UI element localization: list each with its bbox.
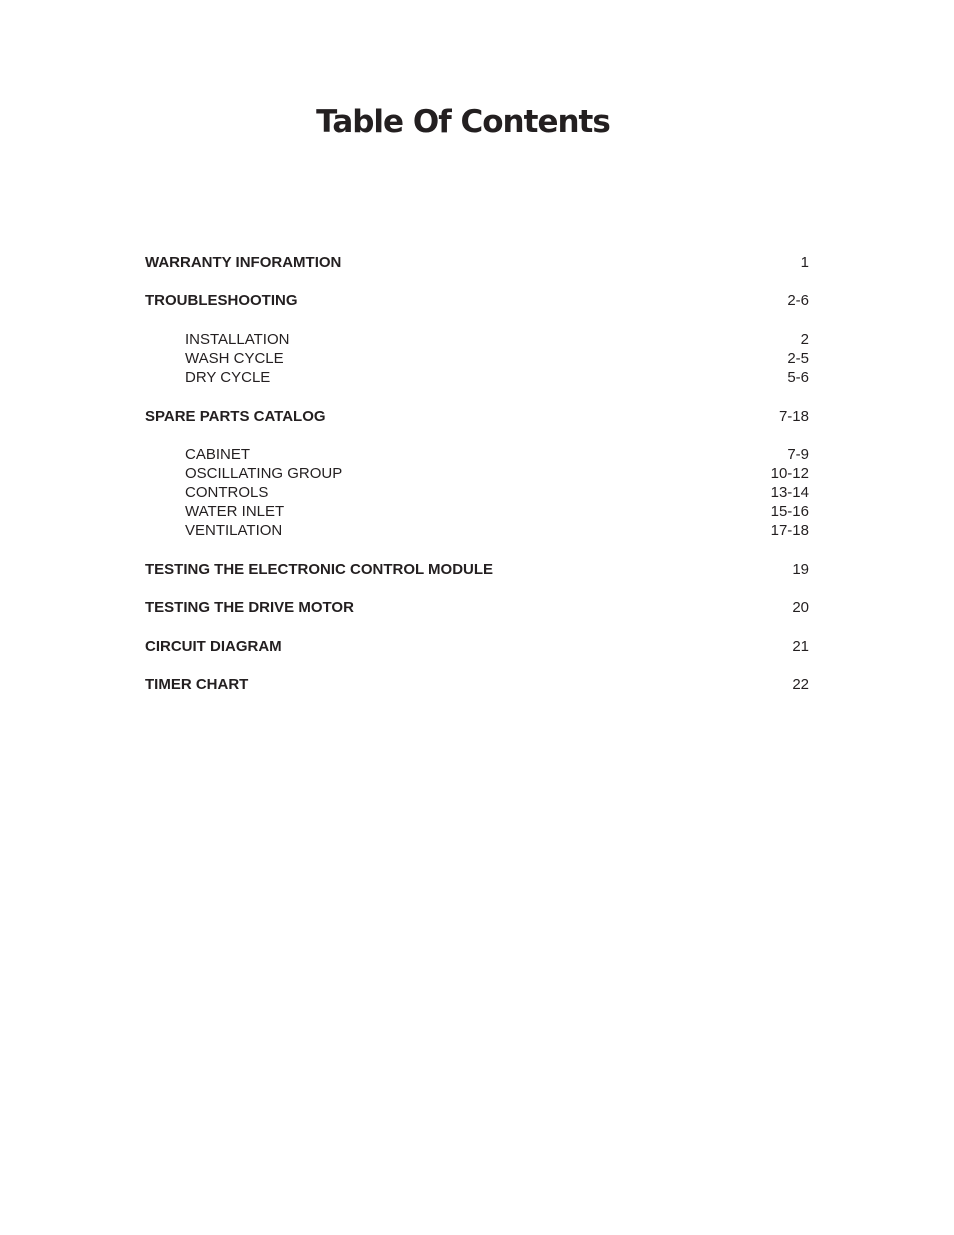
toc-entry-warranty[interactable] [145,253,809,272]
toc-subentry-dry-cycle[interactable] [145,368,809,387]
spacer [145,540,809,560]
spacer [145,617,809,637]
toc-entry-page: 22 [792,676,809,693]
toc-subentry-ventilation[interactable] [145,521,809,540]
spacer [145,387,809,407]
toc-entry-testing-control-module[interactable] [145,560,809,579]
toc-entry-testing-drive-motor[interactable] [145,598,809,617]
toc-subentry-cabinet[interactable] [145,445,809,464]
toc-subentry-oscillating-group[interactable] [145,464,809,483]
toc-entry-label: WASH CYCLE [185,350,284,367]
table-of-contents [145,253,809,694]
toc-entry-page: 2-6 [787,292,809,309]
toc-entry-label: INSTALLATION [185,331,290,348]
toc-subentry-controls[interactable] [145,483,809,502]
toc-entry-page: 1 [800,254,809,271]
toc-entry-troubleshooting[interactable] [145,291,809,310]
spacer [145,272,809,291]
toc-entry-label: CONTROLS [185,484,269,501]
toc-entry-label: CABINET [185,446,251,463]
toc-entry-timer-chart[interactable] [145,675,809,694]
toc-subentry-installation[interactable] [145,330,809,349]
page-title: Table Of Contents [316,104,610,140]
toc-entry-page: 7-9 [787,446,809,463]
toc-entry-page: 2-5 [787,350,809,367]
toc-subentry-wash-cycle[interactable] [145,349,809,368]
toc-entry-label: WARRANTY INFORAMTION [145,254,342,271]
toc-entry-label: DRY CYCLE [185,369,271,386]
spacer [145,310,809,330]
spacer [145,579,809,598]
toc-entry-page: 17-18 [770,522,809,539]
toc-entry-label: TESTING THE DRIVE MOTOR [145,599,354,616]
toc-entry-label: VENTILATION [185,522,283,539]
toc-entry-page: 20 [792,599,809,616]
toc-entry-page: 5-6 [787,369,809,386]
toc-entry-page: 2 [800,331,809,348]
toc-entry-label: SPARE PARTS CATALOG [145,408,326,425]
toc-entry-page: 7-18 [778,408,809,425]
spacer [145,656,809,675]
toc-entry-page: 21 [792,638,809,655]
toc-entry-page: 10-12 [770,465,809,482]
toc-entry-label: TESTING THE ELECTRONIC CONTROL MODULE [145,561,494,578]
spacer [145,426,809,445]
toc-entry-label: CIRCUIT DIAGRAM [145,638,282,655]
toc-entry-page: 13-14 [770,484,809,501]
toc-entry-label: WATER INLET [185,503,285,520]
toc-entry-spare-parts-catalog[interactable] [145,407,809,426]
toc-entry-page: 15-16 [770,503,809,520]
toc-entry-page: 19 [792,561,809,578]
toc-entry-label: TROUBLESHOOTING [145,292,298,309]
toc-entry-circuit-diagram[interactable] [145,637,809,656]
toc-entry-label: TIMER CHART [145,676,249,693]
toc-subentry-water-inlet[interactable] [145,502,809,521]
toc-entry-label: OSCILLATING GROUP [185,465,343,482]
